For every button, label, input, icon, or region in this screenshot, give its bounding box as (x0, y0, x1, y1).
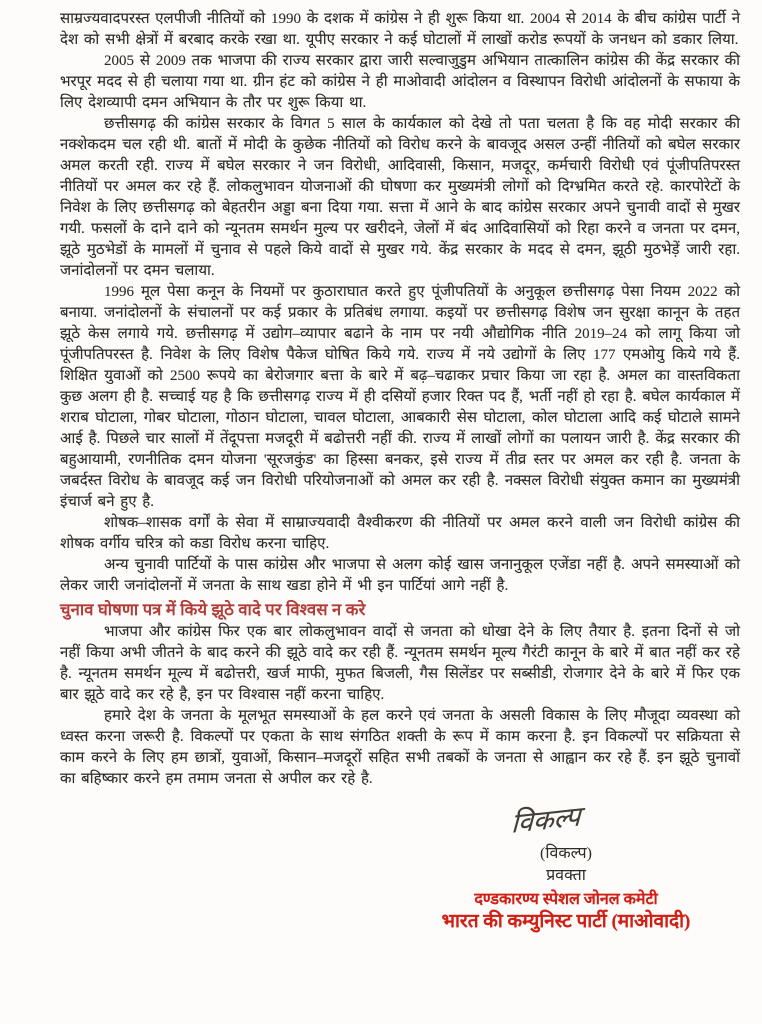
paragraph: शोषक–शासक वर्गों के सेवा में साम्राज्यवादी वैश्वीकरण की नीतियों पर अमल करने वाली जन विरोधी कांग्रेस की शोषक वर्गीय चरित्र को कडा विरोध करना चाहिए. (60, 515, 740, 552)
document-body (60, 9, 740, 790)
paragraph: 1996 मूल पेसा कनून के नियमों पर कुठाराघात करते हुए पूंजीपतियों के अनुकूल छत्तीसगढ़ पेसा नियम 2022 को बनाया. जनांदोलनों के संचालनों पर कई प्रकार के प्रतिबंध लगाया. कइयों पर छत्तीसगढ़ विशेष जन सुरक्षा कानून के तहत झूठे केस लगाये गये. छत्तीसगढ़ में उद्योग–व्यापार बढाने के नाम पर नयी औद्योगिक नीति 2019–24 को लागू किया जो पूंजीपतिपरस्त है. निवेश के लिए विशेष पैकेज घोषित किये गये. राज्य में नये उद्योगों के लिए 177 एमओयु किये गये हैं. शिक्षित युवाओं को 2500 रूपये का बेरोजगार बत्ता के बारे में बढ़–चढाकर प्रचार किया जा रहा है. अमल का वास्तविकता कुछ अलग ही है. सच्चाई यह है कि छत्तीसगढ़ राज्य में ही दसियों हजार रिक्त पद हैं, भर्ती नहीं हो रहा है. बघेल कार्यकाल में शराब घोटाला, गोबर घोटाला, गोठान घोटाला, चावल घोटाला, आबकारी सेस घोटाला, कोल घोटाला आदि कई घोटाले सामने आई है. पिछले चार सालों में तेंदूपत्ता मजदूरी में बढोत्तरी नहीं की. राज्य में लाखों लोगों का पलायन जारी है. केंद्र सरकार की बहुआयामी, रणनीतिक दमन योजना 'सूरजकुंड' का हिस्सा बनकर, इसे राज्य में तीव्र स्तर पर अमल कर रही है. जनता के जबर्दस्त विरोध के बावजूद कई जन विरोधी परियोजनाओं को अमल कर रही है. नक्सल विरोधी संयुक्त कमान का मुख्यमंत्री इंचार्ज बने हुए है. (60, 284, 740, 510)
spokesperson-title: प्रवक्ता (546, 867, 586, 884)
spokesperson-name: (विकल्प) (540, 845, 592, 862)
committee-name: दण्डकारण्य स्पेशल जोनल कमेटी (474, 891, 658, 908)
paragraph: 2005 से 2009 तक भाजपा की राज्य सरकार द्वारा जारी सल्वाजुडुम अभियान तात्कालिन कांग्रेस की केंद्र सरकार की भरपूर मदद से ही चलाया गया था. ग्रीन हंट को कांग्रेस ने ही माओवादी आंदोलन व विस्थापन विरोधी आंदोलनों के सफाया के लिए देशव्यापी दमन अभियान के तौर पर शुरू किया था. (60, 53, 740, 111)
section-heading: चुनाव घोषणा पत्र में किये झूठे वादे पर विश्वस न करे (60, 600, 366, 619)
paragraph: छत्तीसगढ़ की कांग्रेस सरकार के विगत 5 साल के कार्यकाल को देखे तो पता चलता है कि वह मोदी सरकार की नक्शेकदम चल रही थी. बातों में मोदी के कुछेक नीतियों को विरोध करने के बावजूद असल उन्हीं नीतियों को बघेल सरकार अमल करती रही. राज्य में बघेल सरकार ने जन विरोधी, आदिवासी, किसान, मजदूर, कर्मचारी विरोधी एवं पूंजीपतिपरस्त नीतियों पर अमल कर रहे हैं. लोकलुभावन योजनाओं की घोषणा कर मुख्यमंत्री लोगों को दिग्भ्रमित करते रहे. कारपोरेटों के निवेश के लिए छत्तीसगढ़ को बेहतरीन अड्डा बना दिया गया. सत्ता में आने के बाद कांग्रेस सरकार अपने चुनावी वादों से मुखर गयी. फसलों के दाने दाने को न्यूनतम समर्थन मुल्य पर खरीदने, जेलों में बंद आदिवासियों को रिहा करने व जनता पर दमन, झूठे मुठभेडों के मामलों में चुनाव से पहले किये वादों से मुखर गये. केंद्र सरकार के मदद से दमन, झूठी मुठभेड़ें जारी रहा. जनांदोलनों पर दमन चलाया. (60, 116, 740, 279)
paragraph: हमारे देश के जनता के मूलभूत समस्याओं के हल करने एवं जनता के असली विकास के लिए मौजूदा व्यवस्था को ध्वस्त करना जरूरी है. विकल्पों पर एकता के साथ संगठित शक्ती के रूप में काम करना है. इन विकल्पों पर सक्रियता से काम करने के लिए हम छात्रों, युवाओं, किसान–मजदूरों सहित सभी तबकों के जनता से आह्वान कर रहे हैं. इन झूठे चुनावों का बहिष्कार करने हम तमाम जनता से अपील कर रहे है. (60, 708, 740, 787)
paragraph: अन्य चुनावी पार्टियों के पास कांग्रेस और भाजपा से अलग कोई खास जनानुकूल एजेंडा नहीं है. अपने समस्याओं को लेकर जारी जनांदोलनों में जनता के साथ खडा होने में भी इन पार्टियां आगे नहीं है. (60, 557, 740, 594)
paragraph: भाजपा और कांग्रेस फिर एक बार लोकलुभावन वादों से जनता को धोखा देने के लिए तैयार है. इतना दिनों से जो नहीं किया अभी जीतने के बाद करने की झूठे वादे कर रही हैं. न्यूनतम समर्थन मूल्य गैरंटी कानून के बारे में बात नहीं कर रहे है. न्यूनतम समर्थन मूल्य में बढोत्तरी, खर्ज माफी, मुफत बिजली, गैस सिलेंडर पर सब्सीडी, रोजगार देने के बारे में फिर एक बार झूठे वादे कर रहे है, इन पर विश्वास नहीं करना चाहिए. (60, 624, 740, 703)
handwritten-signature: विकल्प (510, 801, 582, 839)
party-name: भारत की कम्युनिस्ट पार्टी (माओवादी) (441, 911, 691, 932)
signature-block (416, 800, 716, 934)
paragraph: साम्रज्यवादपरस्त एलपीजी नीतियों को 1990 के दशक में कांग्रेस ने ही शुरू किया था. 2004 से 2014 के बीच कांग्रेस पार्टी ने देश को सभी क्षेत्रों में बरबाद करके रखा था. यूपीए सरकार ने कई घोटालों में लाखों करोड रूपयों के जनधन को डकार लिया. (60, 11, 741, 48)
